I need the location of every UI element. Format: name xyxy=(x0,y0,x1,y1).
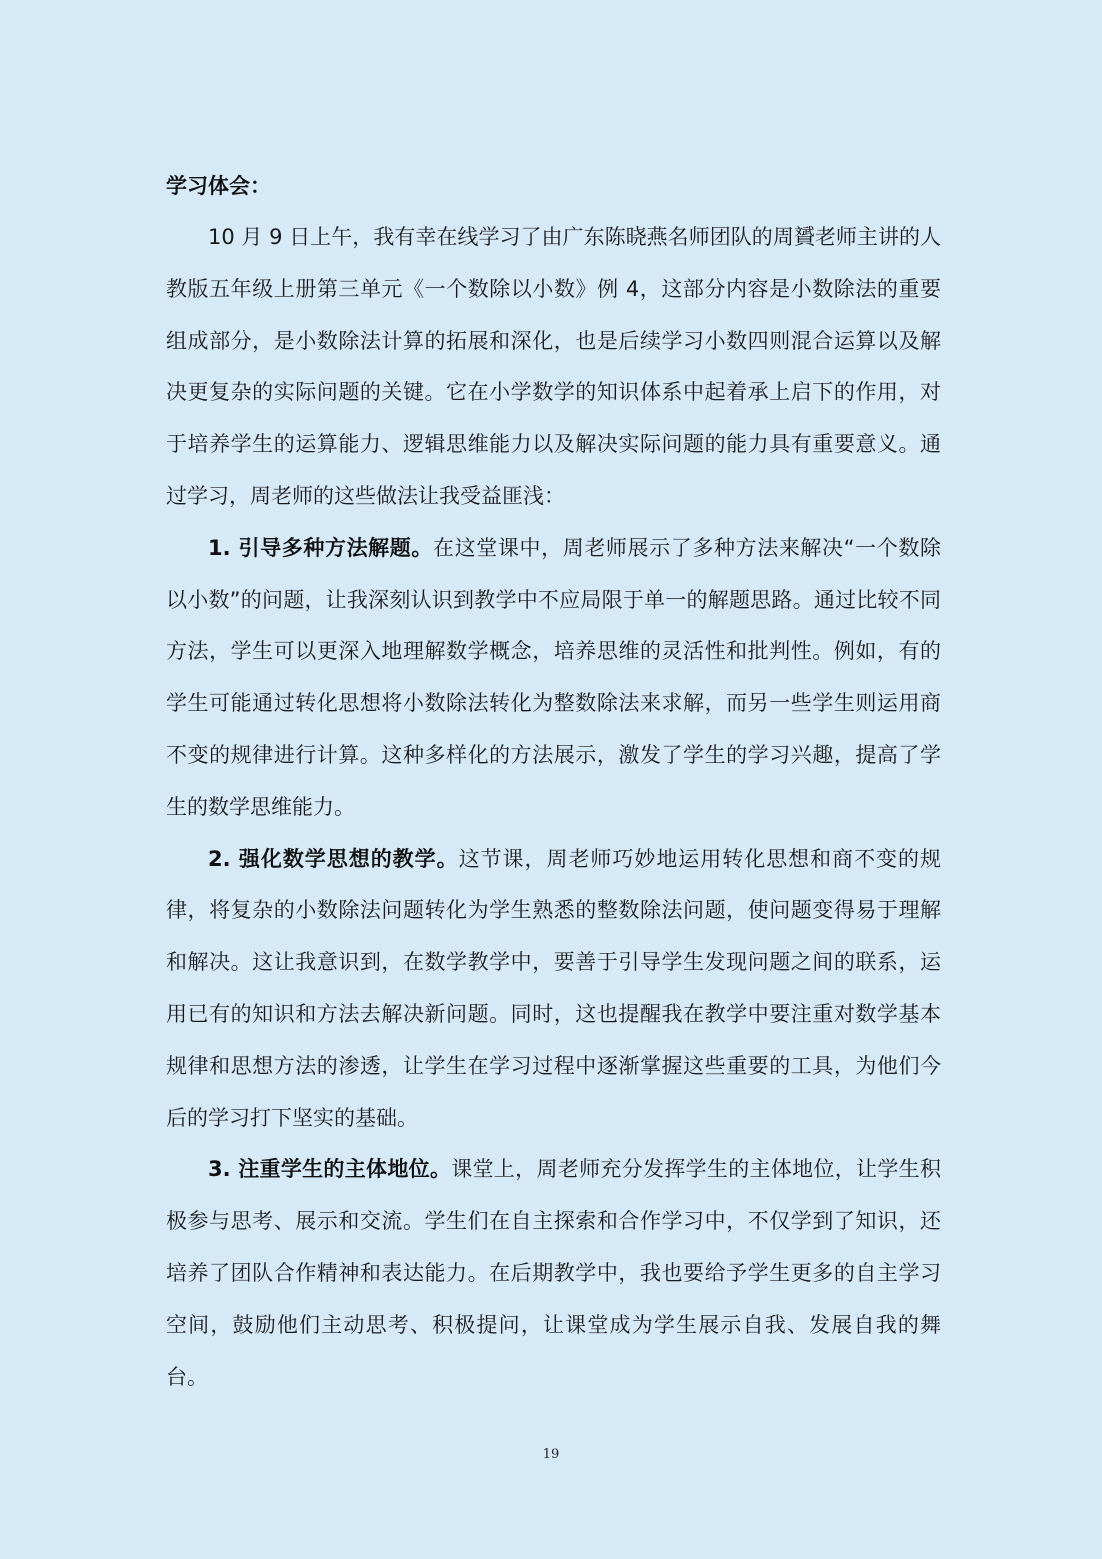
point-text-1: 在这堂课中，周老师展示了多种方法来解决“一个数除以小数”的问题，让我深刻认识到教学中不应局限于单一的解题思路。通过比较不同方法，学生可以更深入地理解数学概念，培养思维的灵活性和批判性。例如，有的学生可能通过转化思想将小数除法转化为整数除法来求解，而另一些学生则运用商不变的规律进行计算。这种多样化的方法展示，激发了学生的学习兴趣，提高了学生的数学思维能力。 xyxy=(166,535,941,819)
point-paragraph-2 xyxy=(166,834,941,1145)
point-lead-1: 1. 引导多种方法解题。 xyxy=(208,535,434,560)
point-lead-2: 2. 强化数学思想的教学。 xyxy=(208,846,459,871)
point-text-2: 这节课，周老师巧妙地运用转化思想和商不变的规律，将复杂的小数除法问题转化为学生熟悉的整数除法问题，使问题变得易于理解和解决。这让我意识到，在数学教学中，要善于引导学生发现问题之间的联系，运用已有的知识和方法去解决新问题。同时，这也提醒我在教学中要注重对数学基本规律和思想方法的渗透，让学生在学习过程中逐渐掌握这些重要的工具，为他们今后的学习打下坚实的基础。 xyxy=(166,846,941,1130)
page-number: 19 xyxy=(542,1447,560,1462)
document-page xyxy=(166,160,941,1403)
point-text-3: 课堂上，周老师充分发挥学生的主体地位，让学生积极参与思考、展示和交流。学生们在自主探索和合作学习中，不仅学到了知识，还培养了团队合作精神和表达能力。在后期教学中，我也要给予学生更多的自主学习空间，鼓励他们主动思考、积极提问，让课堂成为学生展示自我、发展自我的舞台。 xyxy=(166,1157,941,1389)
point-paragraph-1 xyxy=(166,523,941,834)
intro-paragraph: 10 月 9 日上午，我有幸在线学习了由广东陈晓燕名师团队的周贇老师主讲的人教版五年级上册第三单元《一个数除以小数》例 4，这部分内容是小数除法的重要组成部分，是小数除法计算的拓展和深化，也是后续学习小数四则混合运算以及解决更复杂的实际问题的关键。它在小学数学的知识体系中起着承上启下的作用，对于培养学生的运算能力、逻辑思维能力以及解决实际问题的能力具有重要意义。通过学习，周老师的这些做法让我受益匪浅： xyxy=(166,225,941,508)
point-lead-3: 3. 注重学生的主体地位。 xyxy=(208,1157,452,1182)
section-heading: 学习体会： xyxy=(166,174,271,198)
point-paragraph-3 xyxy=(166,1144,941,1403)
